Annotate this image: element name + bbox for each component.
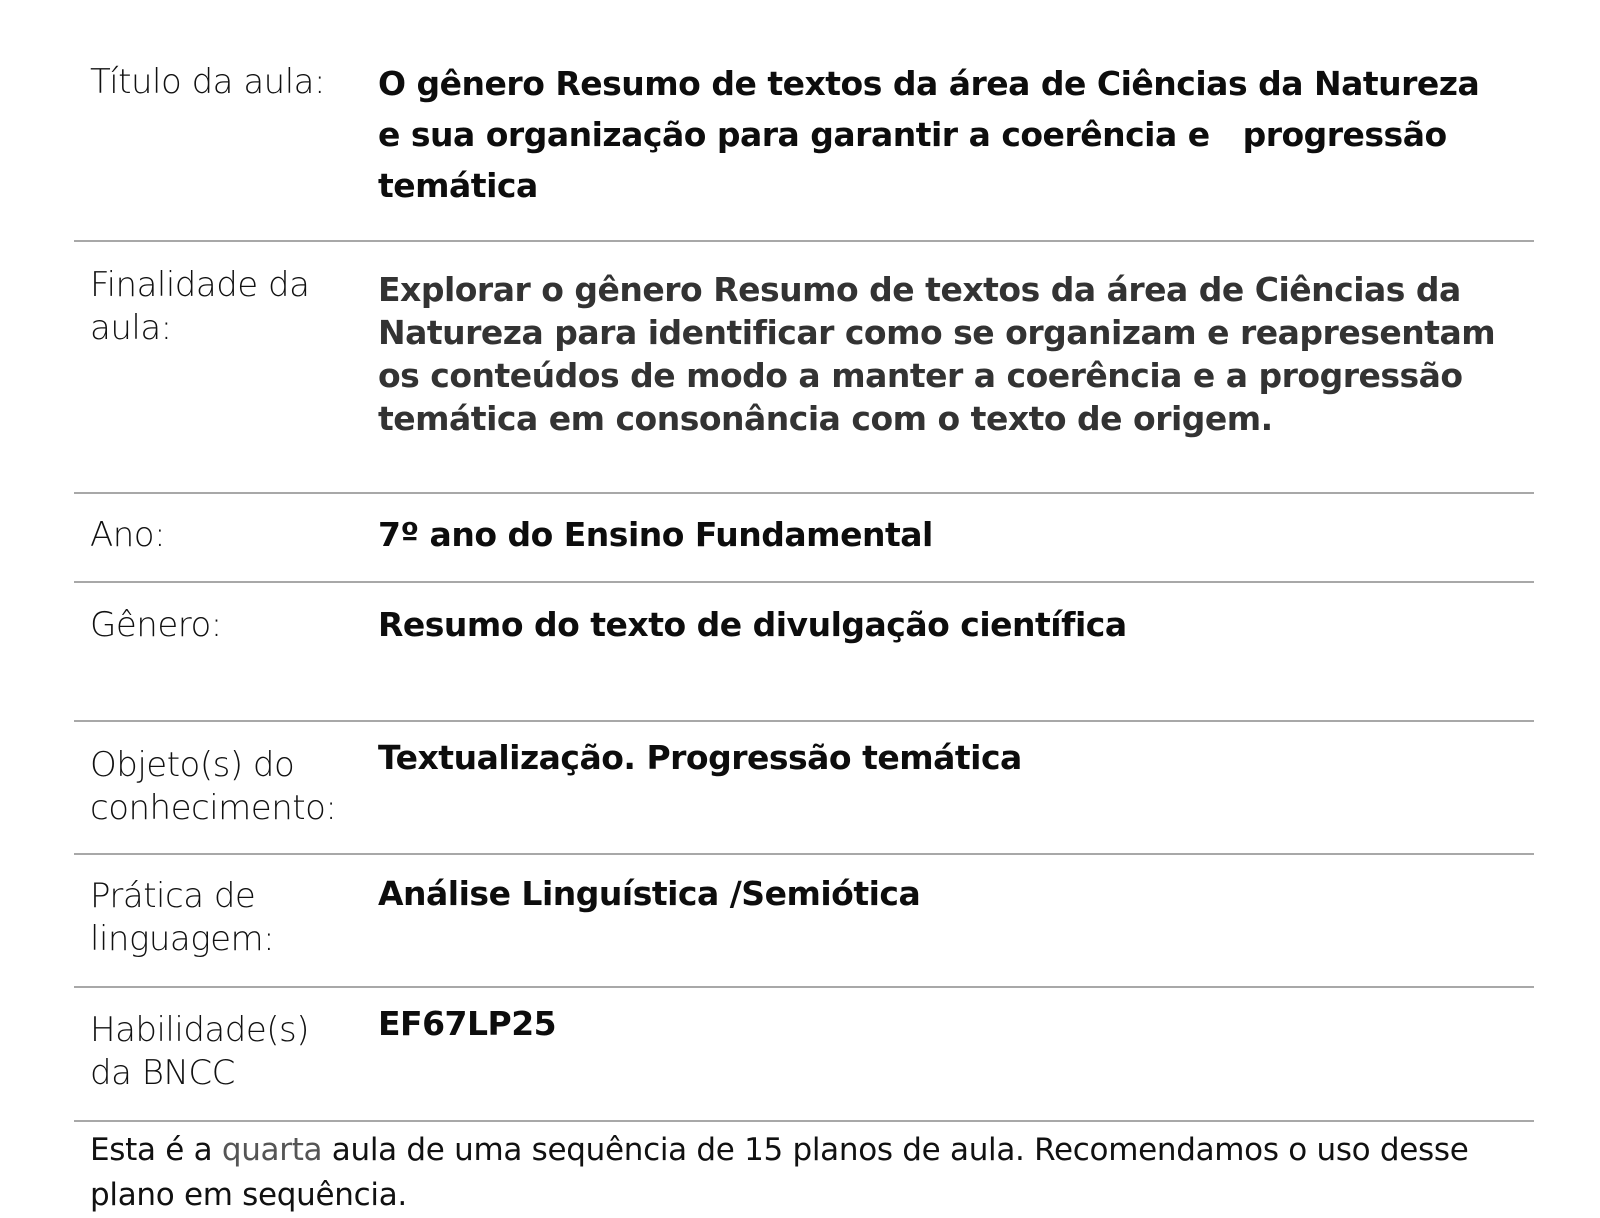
label-bncc-skills: Habilidade(s) da BNCC	[90, 1010, 309, 1093]
label-year: Ano:	[90, 515, 166, 555]
row-genre	[74, 583, 1534, 722]
row-bncc-skills	[74, 988, 1534, 1122]
value-title: O gênero Resumo de textos da área de Ciências da Natureza e sua organização para garantir a coerência e progressão temática	[378, 64, 1491, 205]
sequence-note-prefix: Esta é a	[90, 1132, 222, 1168]
sequence-note-suffix: aula de uma sequência de 15 planos de aula. Recomendamos o uso desse plano em sequência.	[90, 1132, 1469, 1213]
label-knowledge-object: Objeto(s) do conhecimento:	[90, 745, 337, 828]
row-language-practice	[74, 855, 1534, 988]
sequence-note	[90, 1128, 1530, 1218]
value-genre: Resumo do texto de divulgação científica	[378, 605, 1127, 644]
row-title	[74, 0, 1534, 242]
value-knowledge-object: Textualização. Progressão temática	[378, 738, 1022, 777]
value-bncc-skills: EF67LP25	[378, 1004, 557, 1043]
label-title: Título da aula:	[90, 62, 325, 102]
value-year: 7º ano do Ensino Fundamental	[378, 515, 933, 554]
row-year	[74, 494, 1534, 583]
value-language-practice: Análise Linguística /Semiótica	[378, 874, 921, 913]
label-language-practice: Prática de linguagem:	[90, 876, 275, 959]
value-purpose: Explorar o gênero Resumo de textos da área de Ciências da Natureza para identificar como se organizam e reapresentam os conteúdos de modo a manter a coerência e a progressão temática em consonância com o texto de origem.	[378, 270, 1496, 438]
label-genre: Gênero:	[90, 605, 222, 645]
row-purpose	[74, 242, 1534, 494]
row-knowledge-object	[74, 722, 1534, 855]
sequence-ordinal: quarta	[221, 1132, 323, 1168]
label-purpose: Finalidade da aula:	[90, 265, 310, 348]
